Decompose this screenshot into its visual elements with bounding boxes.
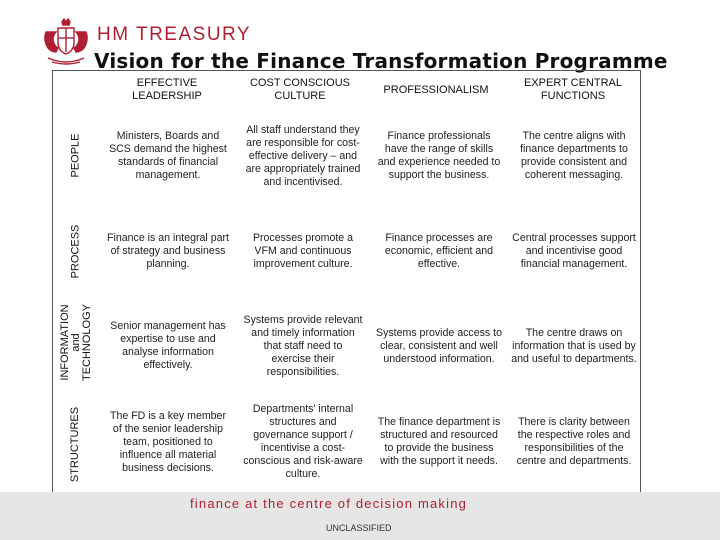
- column-header-leadership: EFFECTIVE LEADERSHIP: [132, 77, 202, 102]
- row-label-process: PROCESS: [69, 224, 82, 278]
- cell-process-cost: Processes promote a VFM and continuous improvement culture.: [252, 231, 354, 270]
- cell-process-expert: Central processes support and incentivise good financial management.: [512, 231, 636, 270]
- cell-people-professionalism: Finance professionals have the range of skills and experience needed to support the business.: [377, 130, 501, 181]
- cell-people-cost: All staff understand they are responsible for cost-effective delivery – and are appropriately trained and incentivised.: [245, 123, 361, 188]
- row-label-information-technology: [52, 290, 100, 394]
- row-label-people: PEOPLE: [69, 132, 82, 178]
- page-title: Vision for the Finance Transformation Programme: [94, 49, 668, 73]
- column-header-expert-central: EXPERT CENTRAL FUNCTIONS: [523, 77, 622, 102]
- cell-process-professionalism: Finance processes are economic, efficient and effective.: [384, 231, 494, 270]
- brand-name: HM TREASURY: [97, 24, 252, 45]
- column-header-cost-conscious: COST CONSCIOUS CULTURE: [249, 77, 351, 102]
- footer-tagline: finance at the centre of decision making: [190, 496, 468, 511]
- cell-structures-cost: Departments' internal structures and governance support / incentivise a cost-conscious and risk-aware culture.: [243, 403, 363, 480]
- royal-crest-icon: [40, 18, 92, 66]
- cell-process-leadership: Finance is an integral part of strategy and business planning.: [107, 231, 229, 270]
- row-label-information-technology-text: INFORMATION and TECHNOLOGY: [58, 303, 93, 381]
- cell-people-leadership: Ministers, Boards and SCS demand the highest standards of financial management.: [109, 130, 227, 181]
- cell-people-expert: The centre aligns with finance departments to provide consistent and coherent messaging.: [520, 130, 628, 181]
- cell-structures-expert: There is clarity between the respective roles and responsibilities of the centre and departments.: [516, 416, 632, 467]
- row-label-structures: STRUCTURES: [69, 406, 82, 482]
- cell-info-leadership: Senior management has expertise to use and analyse information effectively.: [110, 320, 226, 371]
- cell-info-expert: The centre draws on information that is used by and useful to departments.: [511, 326, 637, 365]
- cell-info-professionalism: Systems provide access to clear, consistent and well understood information.: [376, 326, 502, 365]
- classification-label: UNCLASSIFIED: [326, 523, 392, 533]
- cell-structures-leadership: The FD is a key member of the senior leadership team, positioned to influence all material business decisions.: [110, 409, 226, 474]
- cell-structures-professionalism: The finance department is structured and resourced to provide the business with the support it needs.: [377, 416, 501, 467]
- cell-info-cost: Systems provide relevant and timely information that staff need to exercise their responsibilities.: [243, 313, 363, 378]
- column-header-professionalism: PROFESSIONALISM: [383, 83, 489, 96]
